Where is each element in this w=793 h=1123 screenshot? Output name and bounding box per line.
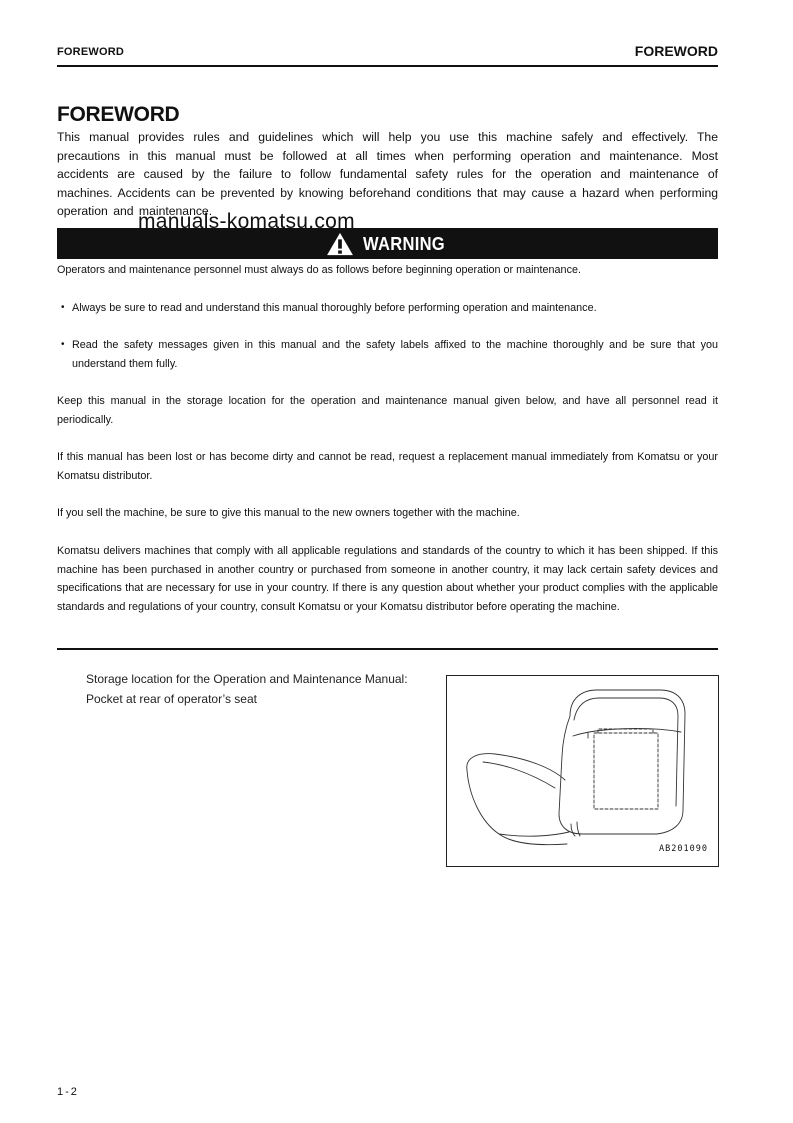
page-number: 1-2 (57, 1086, 79, 1098)
warning-paragraph-keep: Keep this manual in the storage location for the operation and maintenance manual given below, and have all personnel read it periodically. (57, 395, 718, 426)
header-left-label: FOREWORD (57, 46, 124, 58)
warning-lead-text: Operators and maintenance personnel must always do as follows before beginning operation or maintenance. (57, 264, 581, 276)
warning-label: WARNING (363, 233, 445, 254)
header-divider (57, 65, 718, 67)
warning-paragraph-sell: If you sell the machine, be sure to give this manual to the new owners together with the machine. (57, 507, 520, 519)
page-title: FOREWORD (57, 103, 180, 126)
warning-paragraph-deliver: Komatsu delivers machines that comply with all applicable regulations and standards of the country to which it has been shipped. If this machine has been purchased in another country or purchased from someone in another country, it may lack certain safety devices and specifications that are necessary for use in your country. If there is any question about whether your product complies with the applicable standards and regulations of your country, consult Komatsu or your Komatsu distributor before operating the machine. (57, 545, 718, 613)
watermark-text: manuals-komatsu.com (138, 210, 355, 233)
warning-bullet-2: Read the safety messages given in this manual and the safety labels affixed to the machine thoroughly and be sure that you understand them fully. (72, 339, 718, 370)
warning-paragraph-lost: If this manual has been lost or has become dirty and cannot be read, request a replacement manual immediately from Komatsu or your Komatsu distributor. (57, 451, 718, 482)
section-divider (57, 648, 718, 650)
header-right-label: FOREWORD (634, 43, 718, 59)
warning-triangle-icon (325, 232, 355, 256)
operator-seat-illustration (447, 676, 718, 866)
storage-line-2: Pocket at rear of operator’s seat (86, 691, 257, 706)
bullet-marker: • (61, 339, 65, 350)
warning-bullet-1: Always be sure to read and understand this manual thoroughly before performing operation and maintenance. (72, 302, 597, 314)
storage-location-text (86, 670, 408, 709)
intro-paragraph: This manual provides rules and guidelines which will help you use this machine safely and effectively. The precautions in this manual must be followed at all times when performing operation and maintenance. Most accidents are caused by the failure to follow fundamental safety rules for the operation and maintenance of machines. Accidents can be prevented by knowing beforehand conditions that may cause a hazard when performing operation and maintenance. (57, 130, 718, 218)
bullet-marker: • (61, 302, 65, 313)
storage-line-1: Storage location for the Operation and Maintenance Manual: (86, 672, 408, 686)
figure-caption: AB201090 (659, 844, 708, 854)
seat-figure (446, 675, 719, 867)
